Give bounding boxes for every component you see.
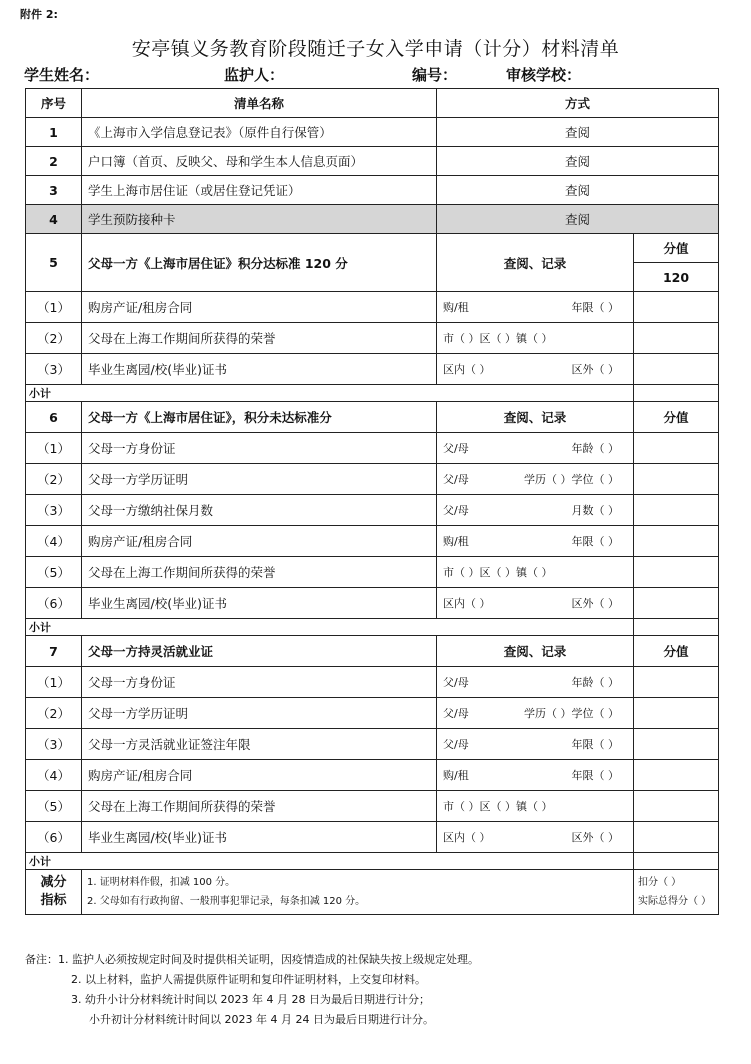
item-score-cell xyxy=(634,667,719,698)
table-row xyxy=(26,667,719,698)
item-method-a: 父/母 xyxy=(443,504,469,517)
materials-table xyxy=(25,88,719,915)
table-row-highlighted xyxy=(26,205,719,234)
table-row xyxy=(26,760,719,791)
item-method-a: 父/母 xyxy=(443,738,469,751)
table-row xyxy=(26,323,719,354)
remark-line: 小升初计分材料统计时间以 2023 年 4 月 24 日为最后日期进行计分。 xyxy=(89,1013,434,1026)
review-school-label: 审核学校： xyxy=(506,66,582,84)
item-name: 毕业生离园/校(毕业)证书 xyxy=(82,822,437,853)
row-name: 户口簿（首页、反映父、母和学生本人信息页面） xyxy=(82,147,437,176)
subtotal-label: 小计 xyxy=(26,385,634,402)
remark-line: 备注：1. 监护人必须按规定时间及时提供相关证明，因疫情造成的社保缺失按上级规定处理。 xyxy=(25,953,479,966)
item-score-cell xyxy=(634,698,719,729)
item-no: （2） xyxy=(26,323,82,354)
item-no: （2） xyxy=(26,464,82,495)
item-no: （6） xyxy=(26,588,82,619)
section5-no: 5 xyxy=(26,234,82,292)
table-row xyxy=(26,526,719,557)
subtotal-label: 小计 xyxy=(26,619,634,636)
table-row xyxy=(26,557,719,588)
page-title: 安亭镇义务教育阶段随迁子女入学申请（计分）材料清单 xyxy=(131,38,620,60)
row-name: 学生预防接种卡 xyxy=(82,205,437,234)
item-method-b: 年限（ ） xyxy=(571,738,619,751)
row-method: 查阅 xyxy=(437,147,719,176)
item-name: 毕业生离园/校(毕业)证书 xyxy=(82,588,437,619)
deduction-label-line2: 指标 xyxy=(40,893,67,908)
table-row xyxy=(26,354,719,385)
item-method-b: 区外（ ） xyxy=(571,597,619,610)
table-row xyxy=(26,147,719,176)
guardian-label: 监护人： xyxy=(224,66,285,84)
student-name-label: 学生姓名： xyxy=(24,66,100,84)
table-row xyxy=(26,588,719,619)
item-method-a: 父/母 xyxy=(443,676,469,689)
table-row xyxy=(26,176,719,205)
remarks xyxy=(25,950,725,1030)
subtotal-value xyxy=(634,385,719,402)
section7-title: 父母一方持灵活就业证 xyxy=(82,636,437,667)
item-method-b: 月数（ ） xyxy=(571,504,619,517)
item-score-cell xyxy=(634,292,719,323)
item-method-b: 年限（ ） xyxy=(571,301,619,314)
row-method: 查阅 xyxy=(437,205,719,234)
item-score-cell xyxy=(634,323,719,354)
section5-title: 父母一方《上海市居住证》积分达标准 120 分 xyxy=(82,234,437,292)
row-no: 1 xyxy=(26,118,82,147)
subtotal-row xyxy=(26,619,719,636)
subtotal-label: 小计 xyxy=(26,853,634,870)
item-score-cell xyxy=(634,588,719,619)
item-score-cell xyxy=(634,464,719,495)
section6-header-row xyxy=(26,402,719,433)
item-name: 购房产证/租房合同 xyxy=(82,760,437,791)
item-score-cell xyxy=(634,791,719,822)
subtotal-row xyxy=(26,385,719,402)
deduction-row xyxy=(26,870,719,915)
table-row xyxy=(26,433,719,464)
item-no: （5） xyxy=(26,557,82,588)
item-method-a: 父/母 xyxy=(443,442,469,455)
item-name: 父母一方学历证明 xyxy=(82,464,437,495)
total-score-label: 实际总得分（ ） xyxy=(638,896,712,907)
item-no: （1） xyxy=(26,667,82,698)
deduction-label xyxy=(26,870,82,915)
section6-score-label: 分值 xyxy=(634,402,719,433)
item-method-b: 年龄（ ） xyxy=(571,676,619,689)
item-method-a: 市（ ）区（ ）镇（ ） xyxy=(443,800,553,813)
table-row xyxy=(26,464,719,495)
row-no: 3 xyxy=(26,176,82,205)
table-row xyxy=(26,791,719,822)
item-no: （3） xyxy=(26,354,82,385)
item-method-a: 区内（ ） xyxy=(443,831,491,844)
remark-line: 3. 幼升小计分材料统计时间以 2023 年 4 月 28 日为最后日期进行计分； xyxy=(71,993,430,1006)
deduction-rule: 1. 证明材料作假，扣减 100 分。 xyxy=(87,877,236,888)
item-name: 购房产证/租房合同 xyxy=(82,526,437,557)
item-no: （6） xyxy=(26,822,82,853)
item-no: （1） xyxy=(26,292,82,323)
subtotal-value xyxy=(634,853,719,870)
item-name: 父母一方身份证 xyxy=(82,433,437,464)
item-score-cell xyxy=(634,729,719,760)
item-method-a: 市（ ）区（ ）镇（ ） xyxy=(443,332,553,345)
item-score-cell xyxy=(634,760,719,791)
item-method-b: 年限（ ） xyxy=(571,769,619,782)
table-row xyxy=(26,292,719,323)
item-name: 购房产证/租房合同 xyxy=(82,292,437,323)
item-method-b: 年限（ ） xyxy=(571,535,619,548)
section6-no: 6 xyxy=(26,402,82,433)
table-row xyxy=(26,698,719,729)
attachment-label: 附件 2: xyxy=(20,8,58,21)
section5-method: 查阅、记录 xyxy=(437,234,634,292)
deduction-rule: 2. 父母如有行政拘留、一般刑事犯罪记录，每条扣减 120 分。 xyxy=(87,896,366,907)
row-method: 查阅 xyxy=(437,176,719,205)
section6-method: 查阅、记录 xyxy=(437,402,634,433)
item-score-cell xyxy=(634,557,719,588)
table-row xyxy=(26,495,719,526)
item-method-b: 学历（ ）学位（ ） xyxy=(524,473,619,486)
subtotal-row xyxy=(26,853,719,870)
deduction-rules xyxy=(82,870,634,915)
section6-title: 父母一方《上海市居住证》，积分未达标准分 xyxy=(82,402,437,433)
item-name: 父母一方缴纳社保月数 xyxy=(82,495,437,526)
row-no: 4 xyxy=(26,205,82,234)
item-method-a: 购/租 xyxy=(443,301,469,314)
item-method-a: 父/母 xyxy=(443,473,469,486)
item-no: （2） xyxy=(26,698,82,729)
row-name: 学生上海市居住证（或居住登记凭证） xyxy=(82,176,437,205)
item-name: 父母一方学历证明 xyxy=(82,698,437,729)
deduction-scores xyxy=(634,870,719,915)
item-method-a: 购/租 xyxy=(443,535,469,548)
subtotal-value xyxy=(634,619,719,636)
item-method-a: 区内（ ） xyxy=(443,363,491,376)
header-no: 序号 xyxy=(26,89,82,118)
item-no: （4） xyxy=(26,526,82,557)
row-name: 《上海市入学信息登记表》（原件自行保管） xyxy=(82,118,437,147)
item-method-b: 学历（ ）学位（ ） xyxy=(524,707,619,720)
item-no: （4） xyxy=(26,760,82,791)
table-row xyxy=(26,729,719,760)
item-method-a: 区内（ ） xyxy=(443,597,491,610)
deduct-score-label: 扣分（ ） xyxy=(638,877,682,888)
item-no: （3） xyxy=(26,495,82,526)
item-method-b: 年龄（ ） xyxy=(571,442,619,455)
number-label: 编号： xyxy=(412,66,458,84)
item-name: 毕业生离园/校(毕业)证书 xyxy=(82,354,437,385)
item-method-a: 购/租 xyxy=(443,769,469,782)
item-no: （3） xyxy=(26,729,82,760)
section7-method: 查阅、记录 xyxy=(437,636,634,667)
section7-no: 7 xyxy=(26,636,82,667)
item-score-cell xyxy=(634,354,719,385)
row-no: 2 xyxy=(26,147,82,176)
item-score-cell xyxy=(634,822,719,853)
item-score-cell xyxy=(634,526,719,557)
item-method-a: 父/母 xyxy=(443,707,469,720)
deduction-label-line1: 减分 xyxy=(40,875,67,890)
section5-score-label: 分值 xyxy=(634,234,719,263)
item-name: 父母一方身份证 xyxy=(82,667,437,698)
item-method-b: 区外（ ） xyxy=(571,831,619,844)
header-name: 清单名称 xyxy=(82,89,437,118)
section7-header-row xyxy=(26,636,719,667)
table-row xyxy=(26,118,719,147)
table-row xyxy=(26,822,719,853)
item-no: （5） xyxy=(26,791,82,822)
table-header-row xyxy=(26,89,719,118)
section5-score-value: 120 xyxy=(634,263,719,292)
item-method-b: 区外（ ） xyxy=(571,363,619,376)
remark-line: 2. 以上材料，监护人需提供原件证明和复印件证明材料，上交复印材料。 xyxy=(71,973,426,986)
item-score-cell xyxy=(634,433,719,464)
item-no: （1） xyxy=(26,433,82,464)
section5-header-row xyxy=(26,234,719,263)
header-method: 方式 xyxy=(437,89,719,118)
item-method-a: 市（ ）区（ ）镇（ ） xyxy=(443,566,553,579)
section7-score-label: 分值 xyxy=(634,636,719,667)
item-name: 父母在上海工作期间所获得的荣誉 xyxy=(82,323,437,354)
row-method: 查阅 xyxy=(437,118,719,147)
item-score-cell xyxy=(634,495,719,526)
item-name: 父母在上海工作期间所获得的荣誉 xyxy=(82,557,437,588)
item-name: 父母一方灵活就业证签注年限 xyxy=(82,729,437,760)
item-name: 父母在上海工作期间所获得的荣誉 xyxy=(82,791,437,822)
